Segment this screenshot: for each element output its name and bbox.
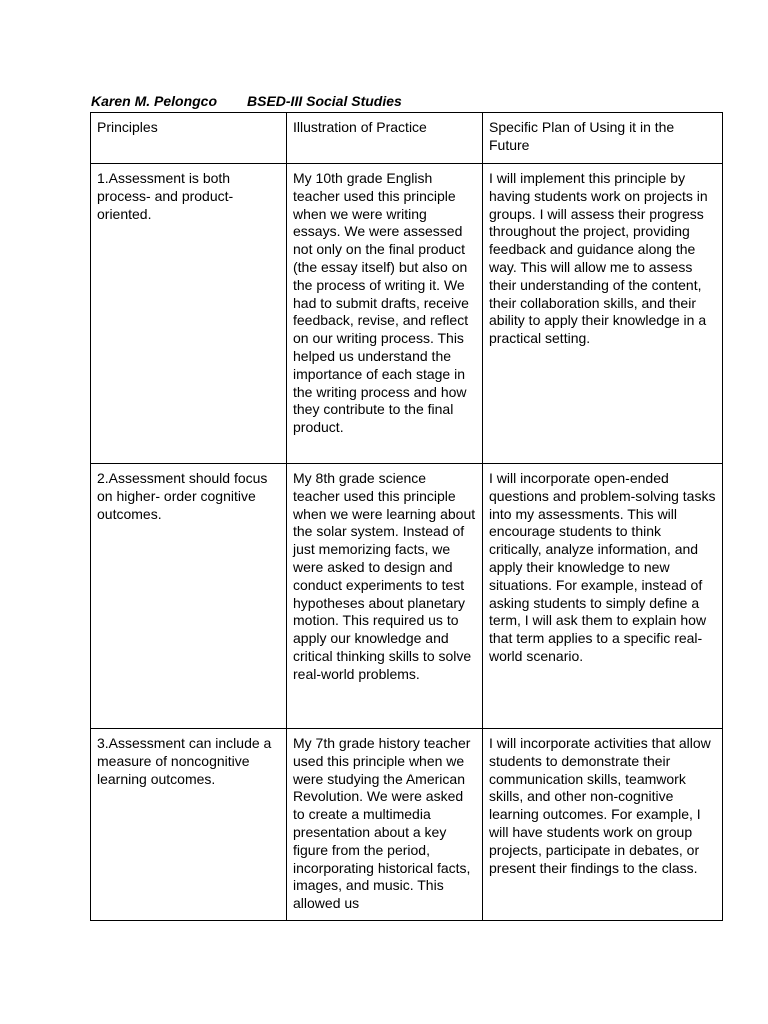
principle-cell: 2.Assessment should focus on higher- order cognitive outcomes. <box>91 464 287 729</box>
illustration-cell: My 10th grade English teacher used this principle when we were writing essays. We were assessed not only on the final product (the essay itself) but also on the process of writing it. We had to submit drafts, receive feedback, revise, and reflect on our writing process. This helped us understand the importance of each stage in the writing process and how they contribute to the final product. <box>287 164 483 464</box>
table-header-row <box>91 113 723 164</box>
author-name: Karen M. Pelongco <box>91 93 218 109</box>
table-row <box>91 464 723 729</box>
column-header-principles: Principles <box>91 113 287 164</box>
document-header <box>91 93 402 109</box>
illustration-cell: My 8th grade science teacher used this principle when we were learning about the solar system. Instead of just memorizing facts, we were asked to design and conduct experiments to test hypotheses about planetary motion. This required us to apply our knowledge and critical thinking skills to solve real-world problems. <box>287 464 483 729</box>
illustration-cell: My 7th grade history teacher used this principle when we were studying the American Revolution. We were asked to create a multimedia presentation about a key figure from the period, incorporating historical facts, images, and music. This allowed us <box>287 729 483 921</box>
plan-cell: I will incorporate activities that allow students to demonstrate their communication skills, teamwork skills, and other non-cognitive learning outcomes. For example, I will have students work on group projects, participate in debates, or present their findings to the class. <box>483 729 723 921</box>
table-row <box>91 164 723 464</box>
program-name: BSED-III Social Studies <box>247 93 402 109</box>
column-header-illustration: Illustration of Practice <box>287 113 483 164</box>
principle-cell: 3.Assessment can include a measure of noncognitive learning outcomes. <box>91 729 287 921</box>
column-header-plan: Specific Plan of Using it in the Future <box>483 113 723 164</box>
principles-table <box>90 112 723 921</box>
plan-cell: I will incorporate open-ended questions and problem-solving tasks into my assessments. This will encourage students to think critically, analyze information, and apply their knowledge to new situations. For example, instead of asking students to simply define a term, I will ask them to explain how that term applies to a specific real-world scenario. <box>483 464 723 729</box>
principle-cell: 1.Assessment is both process- and product-oriented. <box>91 164 287 464</box>
table-row <box>91 729 723 921</box>
plan-cell: I will implement this principle by having students work on projects in groups. I will assess their progress throughout the project, providing feedback and guidance along the way. This will allow me to assess their understanding of the content, their collaboration skills, and their ability to apply their knowledge in a practical setting. <box>483 164 723 464</box>
